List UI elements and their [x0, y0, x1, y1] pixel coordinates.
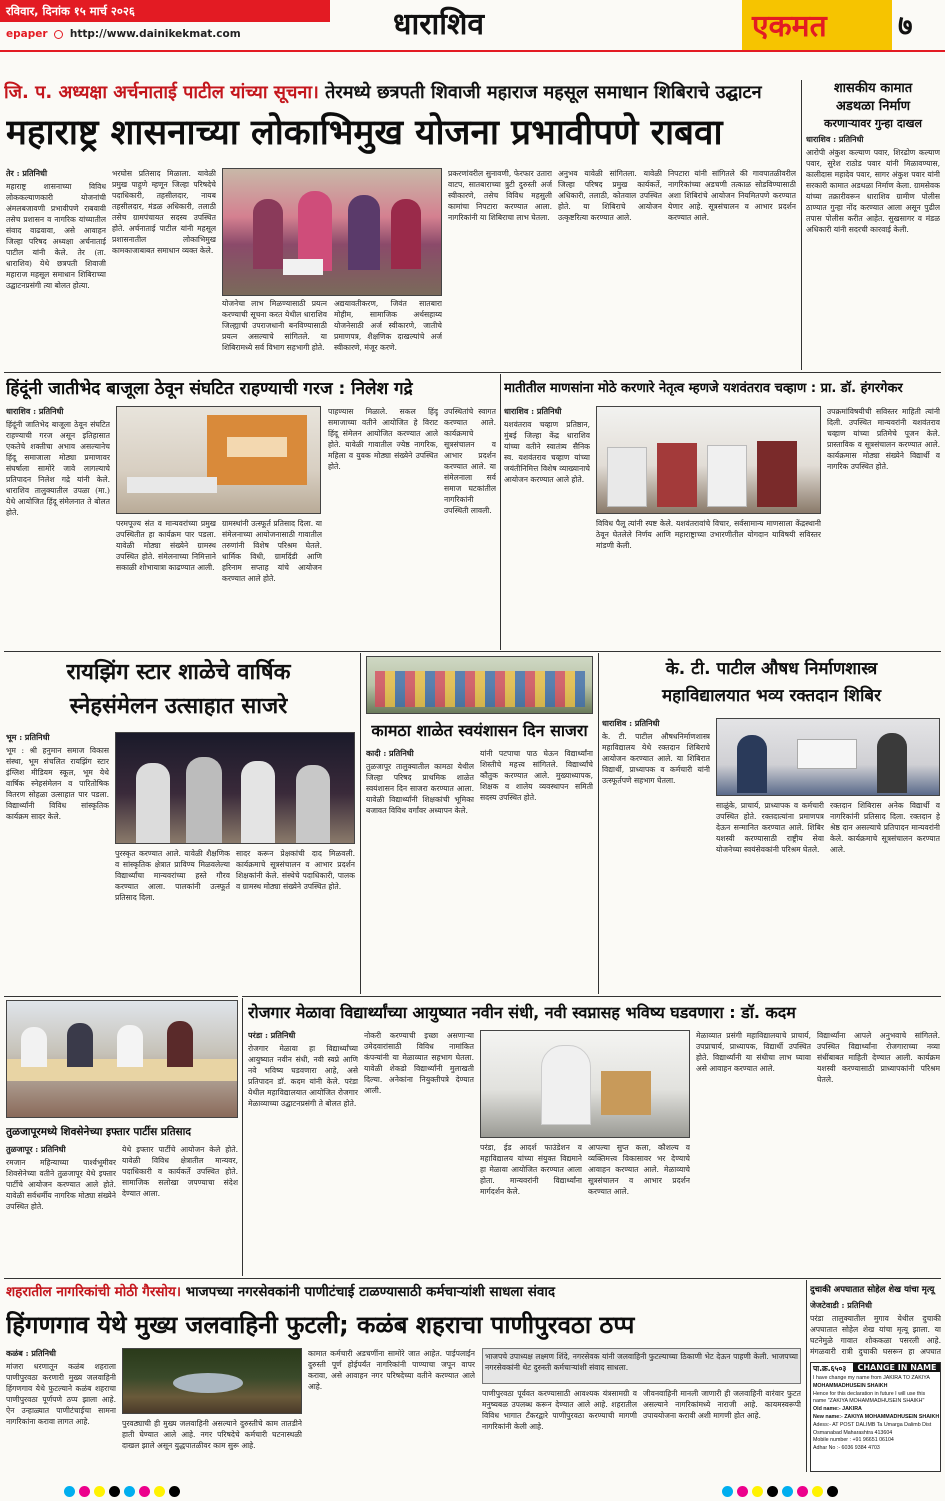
epaper-link[interactable] [6, 28, 241, 40]
story3-photo [596, 406, 821, 514]
story4-col1: भूम : प्रतिनिधी भूम : श्री हनुमान समाज विकास संस्था, भूम संचलित रायझिंग स्टार इंग्लिश मीडियम स्कूल, भूम येथे वार्षिक स्नेहसंमेलन व पारितोषिक वितरण सोहळा उत्साहात पार पडला. विद्यार्थ्यांनी विविध सांस्कृतिक कार्यक्रम सादर केले. [6, 732, 109, 821]
epaper-label: epaper [6, 28, 48, 40]
rule-3 [242, 996, 941, 997]
rule-s9-s10 [806, 1280, 807, 1472]
rule-1 [4, 372, 941, 373]
registration-dot [64, 1486, 75, 1497]
registration-dot [782, 1486, 793, 1497]
lead-col5: प्रकरणांवरील सुनावणी, फेरफार उतारा वाटप, सातबाराच्या त्रुटी दुरुस्ती अर्ज स्वीकारणे, तसेच विविध महसुली कामांचा निपटारा करण्यात आला. नागरिकांनी या शिबिराचा लाभ घेतला. [448, 169, 552, 222]
story4-col2: पुरस्कृत करण्यात आले. यावेळी शैक्षणिक व सांस्कृतिक क्षेत्रात प्राविण्य मिळवलेल्या विद्यार्थ्यांचा मान्यवरांच्या हस्ते गौरव करण्यात आला. पालकांनी उत्स्फूर्त प्रतिसाद दिला. [115, 849, 230, 902]
lead-col2: भरघोस प्रतिसाद मिळाला. यावेळी प्रमुख पाहुणे म्हणून जिल्हा परिषदेचे पदाधिकारी, तहसीलदार, नायब तहसीलदार, मंडळ अधिकारी, तलाठी तसेच ग्रामपंचायत सदस्य उपस्थित होते. अर्चनाताई पाटील यांनी महसूल प्रशासनातील लोकाभिमुख कामकाजाबाबत समाधान व्यक्त केले. [112, 169, 216, 255]
notice-body: I have change my name from JAKIRA TO ZAKIYA MOHAMMADHUSEIN SHAIKH Hence for this declaration in future I will use this name "ZAKIYA MOHAMMADHUSEIN SHAIKH" Old name:- JAKIRA New name:- ZAKIYA MOHAMMADHUSEIN SHAIKH Adess:- AT POST DALIMB Ta Umarga Dalimb Dist Osmanabad Maharashtra 413604 Mobile number : +91 96651 06104 Adhar No :- 6036 9384 4703 [813, 1375, 940, 1452]
story8-col5: मेळाव्यात प्रसंगी महाविद्यालयाचे प्राचार्य, उपप्राचार्य, प्राध्यापक, विद्यार्थी उपस्थित होते. विद्यार्थ्यांनी या संधीचा लाभ घ्यावा असे आवाहन करण्यात आले. [696, 1031, 811, 1073]
story9-col2: पुरवठ्याची ही मुख्य जलवाहिनी असल्याने दुरुस्तीचे काम तातडीने हाती घेण्यात आले आहे. नगर परिषदेचे कर्मचारी घटनास्थळी दाखल झाले असून युद्धपातळीवर काम सुरू आहे. [122, 1419, 302, 1450]
story4-headline: रायझिंग स्टार शाळेचे वार्षिक स्नेहसंमेलन उत्साहात साजरे [66, 660, 291, 719]
story5-col2: यांनी पटपाचा पाठ घेऊन विद्यार्थ्यांना शिस्तीचे महत्त्व सांगितले. विद्यार्थ्यांचे कौतुक करण्यात आले. मुख्याध्यापक, शिक्षक व शालेय व्यवस्थापन समिती सदस्य उपस्थित होते. [480, 749, 593, 802]
sidebar-headline: शासकीय कामात अडथळा निर्माण करणाऱ्यावर गुन्हा दाखल [824, 81, 922, 130]
story4-photo [115, 732, 355, 844]
story4-col3: सादर करून प्रेक्षकांची दाद मिळवली. कार्यक्रमाचे सूत्रसंचालन व आभार प्रदर्शन शिक्षकांनी केले. संस्थेचे पदाधिकारी, पालक व ग्रामस्थ मोठ्या संख्येने उपस्थित होते. [236, 849, 355, 891]
story6-col2: साळुंके, प्राचार्य, प्राध्यापक व कर्मचारी उपस्थित होते. रक्तदात्यांना प्रमाणपत्र देऊन सन्मानित करण्यात आले. शिबिर यशस्वी करण्यासाठी राष्ट्रीय सेवा योजनेच्या स्वयंसेवकांनी परिश्रम घेतले. [716, 801, 824, 854]
story2-col4: पाहण्यास मिळाले. सकल हिंदू समाजाच्या वतीने आयोजित हे विराट हिंदू संमेलन आयोजित करण्यात आले होते. यावेळी गावातील ज्येष्ठ नागरिक, महिला व युवक मोठ्या संख्येने उपस्थित होते. [328, 407, 438, 471]
registration-dot [767, 1486, 778, 1497]
lead-col3: योजनेचा लाभ मिळण्यासाठी प्रयत्न करण्याची सूचना करत येथील धाराशिव जिल्ह्याची उपराजधानी बनविण्यासाठी प्रयत्न असल्याचे सांगितले. या शिबिरामध्ये सर्व विभाग सहभागी होते. [222, 299, 327, 352]
brand-logo: एकमत [752, 9, 827, 44]
rule-s2-s3 [500, 374, 501, 650]
registration-dot [139, 1486, 150, 1497]
story8-col4: आपल्या सुप्त कला, कौशल्य व व्यक्तिमत्त्व विकासावर भर देण्याचे आवाहन करण्यात आले. मेळाव्याचे सूत्रसंचालन व आभार प्रदर्शन करण्यात आले. [588, 1143, 690, 1196]
lead-dateline: तेर : प्रतिनिधी [6, 168, 48, 178]
story6-photo [716, 718, 940, 796]
rule-4 [4, 1278, 941, 1279]
sidebar-rule [801, 80, 802, 370]
story9-col5: जीवनवाहिनी मानली जाणारी ही जलवाहिनी वारंवार फुटत असल्याने नागरिकांमध्ये नाराजी आहे. कायमस्वरूपी उपाययोजना करावी अशी मागणी होत आहे. [643, 1389, 801, 1420]
story3-col1: धाराशिव : प्रतिनिधी यशवंतराव चव्हाण प्रतिष्ठान, मुंबई जिल्हा केंद्र धाराशिव यांच्या वतीने स्वातंत्र्य सैनिक स्व. यशवंतराव चव्हाण यांच्या जयंतीनिमित्त विशेष व्याख्यानाचे आयोजन करण्यात आले होते. [504, 406, 590, 484]
section-title: धाराशिव [393, 7, 485, 42]
story3-col3: उपक्रमांविषयीची सविस्तर माहिती त्यांनी दिली. उपस्थित मान्यवरांनी यशवंतराव चव्हाण यांच्या प्रतिमेचे पूजन केले. प्रास्ताविक व सूत्रसंचालन करण्यात आले. कार्यक्रमास मोठ्या संख्येने विद्यार्थी व नागरिक उपस्थित होते. [827, 407, 940, 471]
lead-col6: अनुभव यावेळी सांगितला. यावेळी जिल्हा परिषद प्रमुख कार्यकर्ते, अधिकारी, तलाठी, कोतवाल उपस्थित होते. या शिबिराचे आयोजन उत्कृष्टरित्या करण्यात आले. [558, 169, 662, 222]
story9-kicker [6, 1282, 801, 1304]
story5-col1: कादी : प्रतिनिधी तुळजापूर तालुक्यातील कामठा येथील जिल्हा परिषद प्राथमिक शाळेत स्वयंशासन दिन साजरा करण्यात आला. यावेळी विद्यार्थ्यांनी शिक्षकांची भूमिका बजावत विविध वर्गांवर अध्यापन केले. [366, 748, 474, 815]
story8-photo [480, 1030, 690, 1138]
lead-col1: तेर : प्रतिनिधी महाराष्ट्र शासनाच्या विविध लोककल्याणकारी योजनांची अंमलबजावणी प्रभावीपणे राबवावी तसेच प्रशासन व नागरिक यांच्यातील संवाद वाढवावा, असे आवाहन जिल्हा परिषद अध्यक्षा अर्चनाताई पाटील यांनी केले. तेर (ता. धाराशिव) येथे छत्रपती शिवाजी महाराज महसूल समाधान शिबिराच्या उद्घाटनप्रसंगी त्या बोलत होत्या. [6, 168, 106, 290]
registration-dot [752, 1486, 763, 1497]
story6-col3: रक्तदान शिबिरास अनेक विद्यार्थी व नागरिकांनी प्रतिसाद दिला. रक्तदान हे श्रेष्ठ दान असल्याचे प्रतिपादन मान्यवरांनी केले. कार्यक्रमाचे सूत्रसंचालन करण्यात आले. [830, 801, 940, 854]
lead-col7: निपटारा यांनी सांगितले की गावपातळीवरील नागरिकांच्या अडचणी तत्काळ सोडविण्यासाठी अशा शिबिरांचे आयोजन नियमितपणे करण्यात येणार आहे. सूत्रसंचालन व आभार प्रदर्शन करण्यात आले. [668, 169, 796, 222]
rule-s7-s8 [242, 998, 243, 1276]
lead-col4: अद्ययावतीकरण, जिवंत सातबारा मोहीम, सामाजिक अर्थसहाय्य योजनेसाठी अर्ज स्वीकारणे, जातीचे प्रमाणपत्र, शैक्षणिक दाखल्यांचे अर्ज स्वीकारणे, मंजूर करणे. [334, 299, 442, 352]
sidebar-body: धाराशिव : प्रतिनिधी आरोपी अंकुश कल्याण पवार, शिरढोण कल्याण पवार, सुरेश राठोड पवार यांनी मिळावण्यास, कालीदास महादेव पवार, सागर अंकुश पवार यांनी सरकारी कामात अडथळा निर्माण केला. ग्रामसेवक यांच्या तक्रारीवरून धाराशिव ग्रामीण पोलीस ठाण्यात गुन्हा नोंद करण्यात आला असून पुढील तपास पोलीस करीत आहेत. सुखसागर व मंडळ अधिकारी यांनी सदरची कारवाई केली. [806, 134, 940, 234]
story5-headline: कामठा शाळेत स्वयंशासन दिन साजरा [371, 721, 588, 740]
story9-kicker-red: शहरातील नागरिकांची मोठी गैरसोय। [6, 1284, 181, 1300]
rule-2 [4, 651, 941, 652]
lead-photo [222, 168, 442, 296]
story10-headline: दुचाकी अपघातात सोहेल शेख यांचा मृत्यू [810, 1285, 935, 1295]
story7-col1: तुळजापूर : प्रतिनिधी रमजान महिन्याच्या पार्श्वभूमीवर शिवसेनेच्या वतीने तुळजापूर येथे इफ्तार पार्टीचे आयोजन करण्यात आले होते. यावेळी सर्वधर्मीय नागरिक मोठ्या संख्येने उपस्थित होते. [6, 1144, 116, 1211]
story7-col2: येथे इफ्तार पार्टीचे आयोजन केले होते. यावेळी विविध क्षेत्रातील मान्यवर, पदाधिकारी व कार्यकर्ते उपस्थित होते. सामाजिक सलोखा जपण्याचा संदेश देण्यात आला. [122, 1145, 238, 1198]
story3-col2: विविध पैलू त्यांनी स्पष्ट केले. यशवंतरावांचे विचार, सर्वसामान्य माणसाला केंद्रस्थानी ठेवून घेतलेले निर्णय आणि महाराष्ट्राच्या उभारणीतील योगदान याविषयी सविस्तर मांडणी केली. [596, 519, 821, 550]
registration-dot [797, 1486, 808, 1497]
registration-dot [79, 1486, 90, 1497]
registration-dot [812, 1486, 823, 1497]
registration-dot [109, 1486, 120, 1497]
registration-dot [124, 1486, 135, 1497]
rule-s4-s5 [360, 653, 361, 994]
story2-col2: परमपूज्य संत व मान्यवरांच्या प्रमुख उपस्थितीत हा कार्यक्रम पार पडला. यावेळी मोठ्या संख्येने ग्रामस्थ उपस्थित होते. संमेलनाच्या निमित्ताने सकाळी शोभायात्रा काढण्यात आली. [116, 519, 216, 572]
story2-col5: उपस्थितांचे स्वागत करण्यात आले. कार्यक्रमाचे सूत्रसंचालन व आभार प्रदर्शन करण्यात आले. या संमेलनाला सर्व समाज घटकांतील नागरिकांनी उपस्थिती लावली. [444, 407, 496, 515]
masthead-date: रविवार, दिनांक १५ मार्च २०२६ [6, 4, 135, 18]
story6-headline: के. टी. पाटील औषध निर्माणशास्त्र महाविद्यालयात भव्य रक्तदान शिबिर [661, 659, 882, 706]
story9-col4: पाणीपुरवठा पूर्ववत करण्यासाठी आवश्यक यंत्रसामग्री व मनुष्यबळ उपलब्ध करून देण्यात आले आहे. शहरातील विविध भागात टँकरद्वारे पाणीपुरवठा करण्याची मागणी नागरिकांनी केली आहे. [482, 1389, 637, 1431]
story2-headline: हिंदूंनी जातीभेद बाजूला ठेवून संघटित राहण्याची गरज : निलेश गद्रे [6, 379, 413, 399]
lead-headline: महाराष्ट्र शासनाच्या लोकाभिमुख योजना प्रभावीपणे राबवा [6, 113, 723, 153]
story8-col6: विद्यार्थ्यांना आपले अनुभवाचे सांगितले. उपस्थित विद्यार्थ्यांना रोजगाराच्या नव्या संधींबाबत माहिती देण्यात आली. कार्यक्रम यशस्वी करण्यासाठी प्राध्यापकांनी परिश्रम घेतले. [817, 1031, 940, 1084]
story8-col2: नोकरी करण्याची इच्छा असणाऱ्या उमेदवारांसाठी विविध नामांकित कंपन्यांनी या मेळाव्यात सहभाग घेतला. यावेळी शेकडो विद्यार्थ्यांनी मुलाखती दिल्या. अनेकांना नियुक्तीपत्रे देण्यात आली. [364, 1031, 474, 1095]
masthead-rule [0, 50, 945, 52]
story9-kicker-black: भाजपच्या नगरसेवकांनी पाणीटंचाई टाळण्यासाठी कर्मचाऱ्यांशी साधला संवाद [185, 1284, 556, 1300]
story9-col3: कामात कर्मचारी अडचणींना सामोरे जात आहेत. पाईपलाईन दुरुस्ती पूर्ण होईपर्यंत नागरिकांनी पाण्याचा जपून वापर करावा, असे आवाहन नगर परिषदेच्या वतीने करण्यात आले आहे. [308, 1349, 475, 1391]
story10-body: जेजटेवाडी : प्रतिनिधी परंडा तालुक्यातील मुगाव येथील दुचाकी अपघातात सोहेल शेख यांचा मृत्यू झाला. या घटनेमुळे गावात शोककळा पसरली आहे. मंगळवारी रात्री दुचाकी घसरून हा अपघात [810, 1300, 941, 1356]
registration-dot [154, 1486, 165, 1497]
registration-dot [94, 1486, 105, 1497]
lead-kicker [4, 80, 794, 106]
story9-col1: कळंब : प्रतिनिधी मांजरा धरणातून कळंब शहराला पाणीपुरवठा करणारी मुख्य जलवाहिनी हिंगणगाव येथे फुटल्याने कळंब शहराचा पाणीपुरवठा पूर्णपणे ठप्प झाला आहे. ऐन उन्हाळ्यात पाणीटंचाईचा सामना नागरिकांना करावा लागत आहे. [6, 1348, 116, 1426]
story8-col3: परंडा, ईड आदर्श फाउंडेशन व महाविद्यालय यांच्या संयुक्त विद्यमाने हा मेळावा आयोजित करण्यात आला होता. मान्यवरांनी विद्यार्थ्यांना मार्गदर्शन केले. [480, 1143, 582, 1196]
name-change-notice [810, 1362, 941, 1472]
epaper-url[interactable]: http://www.dainikekmat.com [69, 28, 241, 40]
registration-dot [827, 1486, 838, 1497]
masthead [0, 0, 945, 70]
story2-col1: धाराशिव : प्रतिनिधी हिंदूंनी जातिभेद बाजूला ठेवून संघटित राहण्याची गरज असून इतिहासात एकतेचे शक्तीचा अभाव असल्यानेच हिंदू समाजाला मोठ्या प्रमाणावर संघर्षाला सामोरे जावे लागल्याचे प्रतिपादन निलेश गद्रे यांनी केले. धाराशिव तालुक्यातील उपळा (मा.) येथे आयोजित हिंदू संमेलनात ते बोलत होते. [6, 406, 110, 517]
registration-dot [722, 1486, 733, 1497]
registration-dot [169, 1486, 180, 1497]
story7-photo [6, 1000, 238, 1118]
story9-headline: हिंगणगाव येथे मुख्य जलवाहिनी फुटली; कळंब शहराचा पाणीपुरवठा ठप्प [6, 1311, 635, 1339]
story3-headline: मातीतील माणसांना मोठे करणारे नेतृत्व म्हणजे यशवंतराव चव्हाण : प्रा. डॉ. हंगरगेकर [504, 381, 903, 396]
notice-ref: पा.क्र.६५०३ [813, 1364, 847, 1373]
lead-kicker-black: तेरमध्ये छत्रपती शिवाजी महाराज महसूल समाधान शिबिराचे उद्घाटन [325, 82, 762, 103]
story2-col3: ग्रामस्थांनी उत्स्फूर्त प्रतिसाद दिला. या संमेलनाच्या आयोजनासाठी गावातील तरुणांनी विशेष परिश्रम घेतले. धार्मिक विधी, ग्रामदिंडी आणि हरिनाम सप्ताह यांचे आयोजन करण्यात आले होते. [222, 519, 322, 583]
story9-photo [122, 1348, 302, 1414]
registration-marks-right [720, 1482, 840, 1501]
story7-headline: तुळजापूरमध्ये शिवसेनेच्या इफ्तार पार्टीस प्रतिसाद [6, 1126, 191, 1138]
registration-dot [737, 1486, 748, 1497]
story5-photo [366, 656, 593, 714]
story6-col1: धाराशिव : प्रतिनिधी के. टी. पाटील औषधनिर्माणशास्त्र महाविद्यालय येथे रक्तदान शिबिराचे आयोजन करण्यात आले. या शिबिरात विद्यार्थी, प्राध्यापक व कर्मचारी यांनी उत्स्फूर्तपणे सहभाग घेतला. [602, 718, 710, 785]
rule-s5-s6 [598, 653, 599, 994]
story2-photo [116, 406, 321, 514]
story9-boxed: भाजपचे उपाध्यक्ष लक्ष्मण शिंदे, नगरसेवक यांनी जलवाहिनी फुटल्याच्या ठिकाणी भेट देऊन पाहणी केली. भाजपच्या नगरसेवकांनी थेट दुरुस्ती कर्मचाऱ्यांशी संवाद साधला. [482, 1348, 801, 1384]
story8-col1: परंडा : प्रतिनिधी रोजगार मेळावा हा विद्यार्थ्यांच्या आयुष्यात नवीन संधी, नवी स्वप्ने आणि नवे भविष्य घडवणारा आहे, असे प्रतिपादन डॉ. कदम यांनी केले. परंडा येथील महाविद्यालयात आयोजित रोजगार मेळाव्याच्या उद्घाटनप्रसंगी ते बोलत होते. [248, 1030, 358, 1108]
rule-3b [4, 996, 238, 997]
lead-kicker-red: जि. प. अध्यक्षा अर्चनाताई पाटील यांच्या सूचना। [4, 82, 319, 103]
story8-headline: रोजगार मेळावा विद्यार्थ्यांच्या आयुष्यात नवीन संधी, नवी स्वप्नासह भविष्य घडवणारा : डॉ. कदम [248, 1003, 796, 1022]
notice-title: CHANGE IN NAME [853, 1363, 941, 1372]
page-number: ७ [898, 9, 913, 42]
registration-marks-left [62, 1482, 182, 1501]
globe-icon [54, 30, 63, 39]
